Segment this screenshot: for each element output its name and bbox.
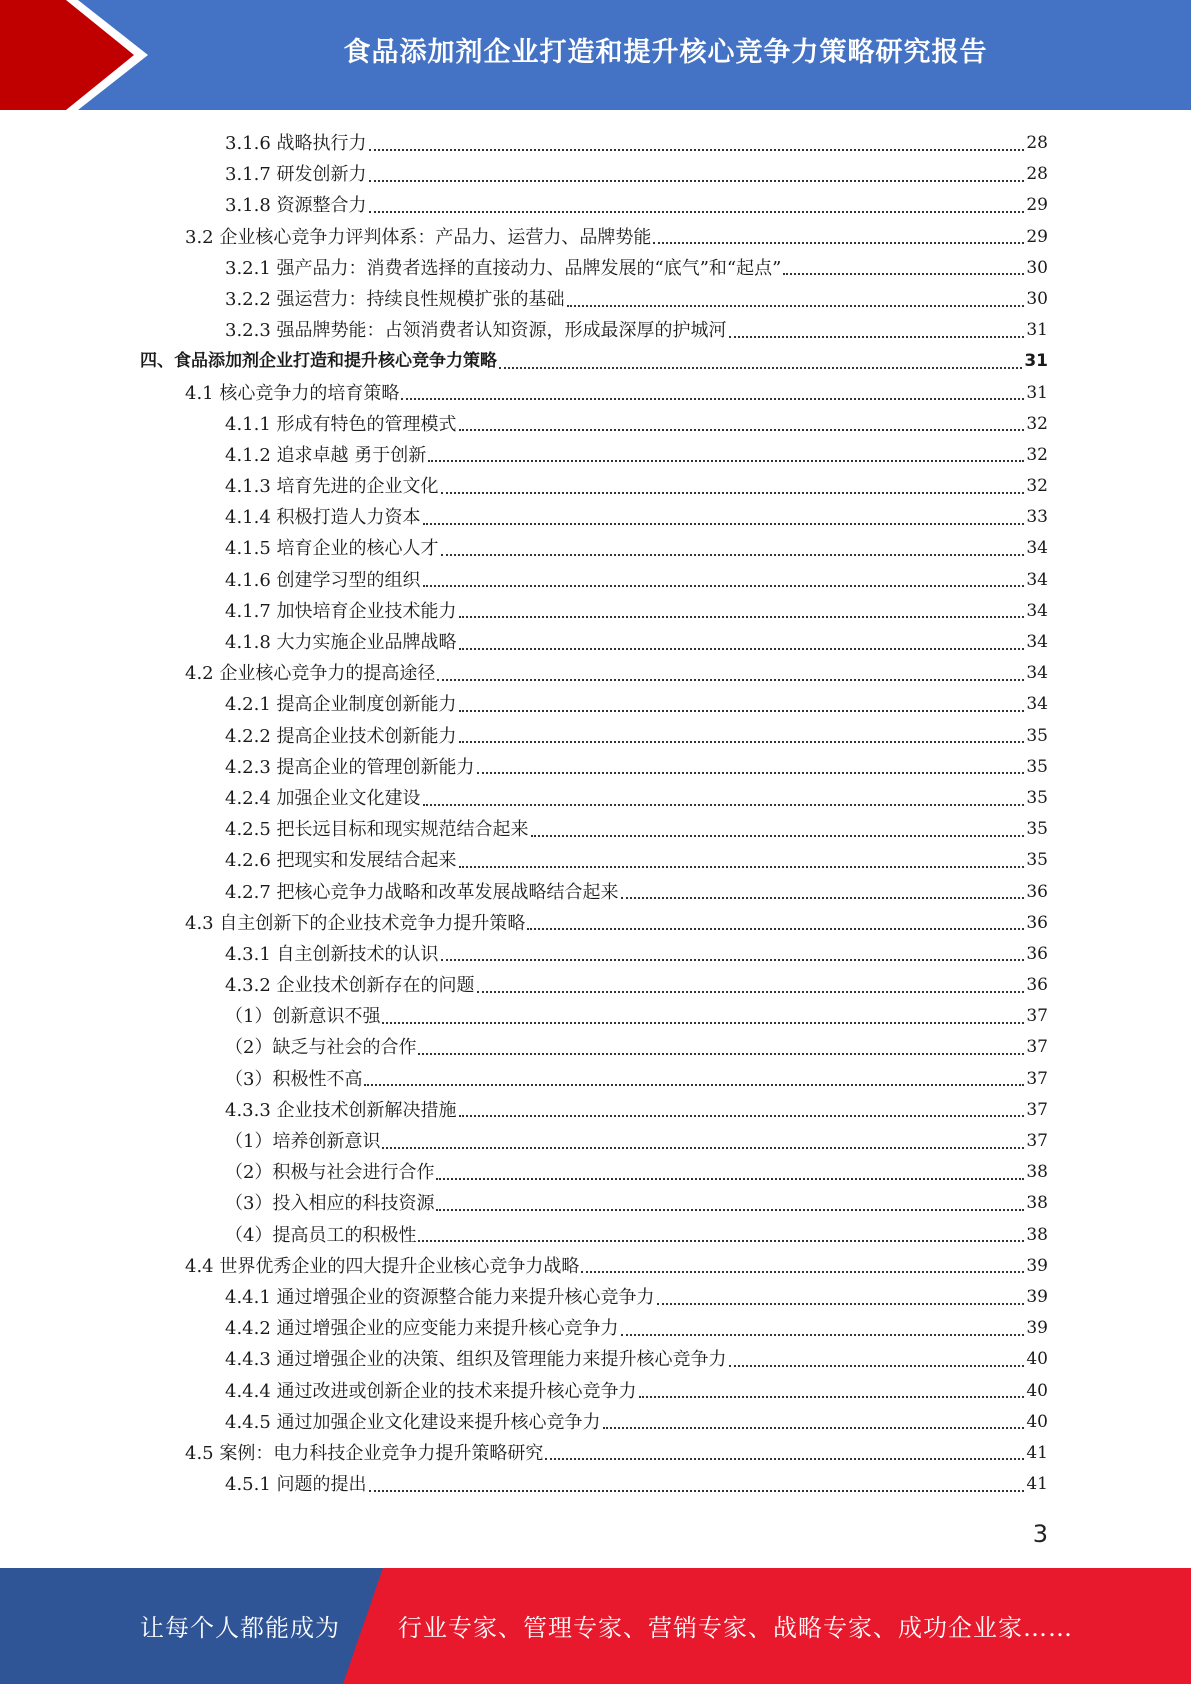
toc-entry-title: 3.2.2 强运营力：持续良性规模扩张的基础 [225, 288, 565, 310]
toc-entry-title: （4）提高员工的积极性 [225, 1224, 417, 1246]
toc-dot-leader [423, 523, 1025, 525]
toc-entry-page: 37 [1026, 1037, 1048, 1058]
toc-entry-title: （3）积极性不高 [225, 1068, 363, 1090]
footer-slogan-right: 行业专家、管理专家、营销专家、战略专家、成功企业家…… [398, 1614, 1073, 1642]
toc-dot-leader [369, 211, 1025, 213]
toc-entry[interactable] [140, 159, 1048, 190]
toc-entry[interactable] [140, 1251, 1048, 1282]
toc-entry-page: 35 [1026, 819, 1048, 840]
toc-entry-title: 4.3.1 自主创新技术的认识 [225, 943, 439, 965]
toc-dot-leader [545, 1458, 1024, 1460]
toc-entry-title: 3.2.1 强产品力：消费者选择的直接动力、品牌发展的“底气”和“起点” [225, 257, 782, 279]
toc-entry[interactable] [140, 128, 1048, 159]
toc-entry-title: 4.2.5 把长远目标和现实规范结合起来 [225, 819, 529, 841]
toc-dot-leader [459, 616, 1025, 618]
toc-entry-title: （2）缺乏与社会的合作 [225, 1037, 417, 1059]
footer-band [0, 1568, 1191, 1684]
toc-entry[interactable] [140, 877, 1048, 908]
toc-entry-title: 4.1.2 追求卓越 勇于创新 [225, 444, 427, 466]
toc-entry-title: 4.5 案例：电力科技企业竞争力提升策略研究 [185, 1442, 544, 1464]
toc-dot-leader [527, 928, 1024, 930]
toc-entry-page: 31 [1026, 382, 1048, 403]
toc-entry[interactable] [140, 1188, 1048, 1219]
toc-entry-page: 35 [1026, 725, 1048, 746]
toc-entry-title: （1）培养创新意识 [225, 1131, 381, 1152]
toc-entry[interactable] [140, 908, 1048, 939]
toc-entry-page: 41 [1026, 1474, 1048, 1495]
toc-entry-page: 38 [1026, 1193, 1048, 1214]
toc-entry-page: 34 [1026, 600, 1048, 621]
toc-entry-page: 30 [1026, 257, 1048, 278]
toc-entry[interactable] [140, 1001, 1048, 1032]
toc-dot-leader [382, 1022, 1024, 1024]
toc-entry-title: 4.1 核心竞争力的培育策略 [185, 382, 400, 404]
toc-dot-leader [364, 1084, 1024, 1086]
toc-entry[interactable] [140, 939, 1048, 970]
toc-entry-page: 35 [1026, 787, 1048, 808]
toc-entry-title: 4.5.1 问题的提出 [225, 1474, 367, 1496]
toc-dot-leader [657, 1303, 1025, 1305]
toc-dot-leader [441, 554, 1025, 556]
toc-entry-title: 4.2.4 加强企业文化建设 [225, 787, 421, 809]
toc-entry[interactable] [140, 1032, 1048, 1063]
header-red-chevron [0, 0, 150, 110]
toc-entry[interactable] [140, 1344, 1048, 1375]
toc-entry-title: 4.2.2 提高企业技术创新能力 [225, 725, 457, 747]
toc-dot-leader [653, 242, 1024, 244]
toc-entry-title: 4.2.1 提高企业制度创新能力 [225, 694, 457, 716]
toc-entry-title: 3.2 企业核心竞争力评判体系：产品力、运营力、品牌势能 [185, 226, 652, 248]
toc-entry-page: 28 [1026, 133, 1048, 153]
toc-entry-page: 36 [1026, 912, 1048, 933]
toc-dot-leader [639, 1396, 1025, 1398]
toc-entry-page: 28 [1026, 164, 1048, 185]
toc-entry-title: 4.1.3 培育先进的企业文化 [225, 476, 439, 498]
toc-entry-title: 4.1.1 形成有特色的管理模式 [225, 413, 457, 435]
toc-entry-page: 34 [1026, 663, 1048, 684]
toc-dot-leader [423, 585, 1025, 587]
toc-entry[interactable] [140, 689, 1048, 720]
toc-entry-page: 38 [1026, 1224, 1048, 1245]
header-band [0, 0, 1191, 110]
toc-entry[interactable] [140, 1220, 1048, 1251]
toc-entry[interactable] [140, 721, 1048, 752]
toc-entry-page: 36 [1026, 881, 1048, 902]
toc-entry-page: 37 [1026, 1131, 1048, 1151]
toc-entry-title: 四、食品添加剂企业打造和提升核心竞争力策略 [140, 351, 497, 372]
toc-entry-title: 4.2.6 把现实和发展结合起来 [225, 850, 457, 872]
toc-entry-page: 37 [1026, 1068, 1048, 1089]
toc-entry-title: 4.1.7 加快培育企业技术能力 [225, 600, 457, 622]
toc-dot-leader [369, 180, 1025, 182]
toc-dot-leader [581, 1271, 1024, 1273]
toc-dot-leader [621, 1334, 1025, 1336]
toc-entry[interactable] [140, 440, 1048, 471]
toc-entry-page: 36 [1026, 943, 1048, 964]
toc-entry[interactable] [140, 471, 1048, 502]
toc-entry[interactable] [140, 814, 1048, 845]
toc-entry[interactable] [140, 190, 1048, 221]
toc-entry[interactable] [140, 658, 1048, 689]
toc-entry-title: 4.4.5 通过加强企业文化建设来提升核心竞争力 [225, 1411, 601, 1433]
toc-dot-leader [428, 460, 1024, 462]
toc-entry[interactable] [140, 596, 1048, 627]
toc-dot-leader [477, 772, 1025, 774]
toc-entry-title: 4.4.2 通过增强企业的应变能力来提升核心竞争力 [225, 1318, 619, 1340]
toc-dot-leader [477, 991, 1025, 993]
toc-entry-title: 4.1.6 创建学习型的组织 [225, 569, 421, 591]
toc-dot-leader [418, 1240, 1024, 1242]
toc-dot-leader [459, 429, 1025, 431]
toc-entry-title: 4.4.1 通过增强企业的资源整合能力来提升核心竞争力 [225, 1286, 655, 1308]
toc-entry[interactable] [140, 222, 1048, 253]
toc-dot-leader [423, 804, 1025, 806]
toc-entry[interactable] [140, 502, 1048, 533]
toc-entry-page: 29 [1026, 195, 1048, 216]
toc-dot-leader [459, 648, 1025, 650]
toc-entry-page: 34 [1026, 632, 1048, 652]
toc-entry[interactable] [140, 1438, 1048, 1469]
toc-entry[interactable] [140, 627, 1048, 658]
toc-entry[interactable] [140, 346, 1048, 377]
toc-entry-page: 39 [1026, 1318, 1048, 1339]
page-number: 3 [1032, 1520, 1048, 1548]
toc-entry-page: 39 [1026, 1286, 1048, 1307]
toc-entry[interactable] [140, 845, 1048, 876]
toc-entry-title: （3）投入相应的科技资源 [225, 1193, 435, 1215]
toc-entry[interactable] [140, 1313, 1048, 1344]
toc-entry-title: 4.2 企业核心竞争力的提高途径 [185, 663, 436, 685]
toc-dot-leader [567, 305, 1025, 307]
toc-entry-title: 3.1.6 战略执行力 [225, 133, 367, 154]
toc-entry-page: 39 [1026, 1255, 1048, 1276]
toc-entry-page: 40 [1026, 1349, 1048, 1370]
toc-entry-page: 37 [1026, 1006, 1048, 1027]
toc-dot-leader [436, 1209, 1024, 1211]
toc-entry-page: 34 [1026, 569, 1048, 590]
toc-entry-page: 37 [1026, 1099, 1048, 1120]
toc-dot-leader [783, 273, 1024, 275]
toc-dot-leader [382, 1147, 1024, 1149]
toc-entry-title: 3.2.3 强品牌势能：占领消费者认知资源，形成最深厚的护城河 [225, 320, 727, 342]
toc-entry-page: 32 [1026, 476, 1048, 497]
toc-entry-title: 4.4.4 通过改进或创新企业的技术来提升核心竞争力 [225, 1380, 637, 1402]
toc-entry-page: 32 [1026, 413, 1048, 434]
toc-dot-leader [729, 336, 1025, 338]
toc-entry[interactable] [140, 1469, 1048, 1500]
toc-entry-page: 36 [1026, 975, 1048, 996]
toc-dot-leader [499, 367, 1022, 369]
toc-entry-title: （2）积极与社会进行合作 [225, 1162, 435, 1184]
toc-entry[interactable] [140, 409, 1048, 440]
toc-entry-title: 4.4.3 通过增强企业的决策、组织及管理能力来提升核心竞争力 [225, 1349, 727, 1371]
toc-dot-leader [436, 1178, 1024, 1180]
toc-entry-title: 4.3.2 企业技术创新存在的问题 [225, 975, 475, 997]
toc-entry[interactable] [140, 970, 1048, 1001]
toc-entry-title: 4.1.5 培育企业的核心人才 [225, 538, 439, 560]
toc-entry-title: 4.1.4 积极打造人力资本 [225, 507, 421, 529]
table-of-contents [140, 128, 1048, 1500]
toc-dot-leader [369, 1490, 1025, 1492]
toc-entry-title: （1）创新意识不强 [225, 1006, 381, 1028]
toc-entry-page: 35 [1026, 756, 1048, 777]
toc-dot-leader [459, 866, 1025, 868]
toc-entry[interactable] [140, 1064, 1048, 1095]
toc-dot-leader [531, 835, 1025, 837]
toc-entry-page: 31 [1024, 351, 1048, 372]
toc-entry-page: 31 [1026, 320, 1048, 341]
report-title: 食品添加剂企业打造和提升核心竞争力策略研究报告 [343, 37, 988, 68]
toc-entry[interactable] [140, 378, 1048, 409]
toc-entry[interactable] [140, 1126, 1048, 1157]
toc-entry-page: 40 [1026, 1411, 1048, 1432]
toc-entry-title: 4.3 自主创新下的企业技术竞争力提升策略 [185, 912, 526, 934]
toc-entry[interactable] [140, 752, 1048, 783]
footer-slogan-left: 让每个人都能成为 [140, 1614, 340, 1642]
toc-entry-title: 4.2.3 提高企业的管理创新能力 [225, 756, 475, 778]
toc-entry-page: 30 [1026, 288, 1048, 309]
toc-entry[interactable] [140, 315, 1048, 346]
toc-entry[interactable] [140, 1407, 1048, 1438]
toc-entry-page: 29 [1026, 226, 1048, 247]
toc-entry[interactable] [140, 1282, 1048, 1313]
toc-dot-leader [441, 492, 1025, 494]
toc-dot-leader [418, 1053, 1024, 1055]
toc-entry[interactable] [140, 1157, 1048, 1188]
toc-entry-page: 32 [1026, 444, 1048, 465]
toc-entry[interactable] [140, 253, 1048, 284]
toc-entry[interactable] [140, 1095, 1048, 1126]
toc-entry-page: 34 [1026, 694, 1048, 715]
toc-entry-title: 4.4 世界优秀企业的四大提升企业核心竞争力战略 [185, 1255, 580, 1277]
toc-dot-leader [621, 897, 1025, 899]
toc-dot-leader [459, 1115, 1025, 1117]
toc-dot-leader [729, 1365, 1025, 1367]
toc-entry-title: 4.2.7 把核心竞争力战略和改革发展战略结合起来 [225, 881, 619, 903]
toc-dot-leader [459, 741, 1025, 743]
toc-entry-page: 40 [1026, 1380, 1048, 1401]
toc-entry[interactable] [140, 783, 1048, 814]
toc-entry-title: 4.1.8 大力实施企业品牌战略 [225, 632, 457, 653]
toc-dot-leader [401, 398, 1024, 400]
toc-dot-leader [603, 1427, 1025, 1429]
toc-entry-page: 35 [1026, 850, 1048, 871]
toc-dot-leader [459, 710, 1025, 712]
toc-entry[interactable] [140, 565, 1048, 596]
toc-entry-page: 33 [1026, 507, 1048, 528]
toc-entry-title: 3.1.8 资源整合力 [225, 195, 367, 217]
toc-entry-title: 4.3.3 企业技术创新解决措施 [225, 1099, 457, 1121]
toc-dot-leader [437, 679, 1024, 681]
toc-dot-leader [369, 149, 1025, 151]
toc-entry[interactable] [140, 533, 1048, 564]
toc-entry[interactable] [140, 1376, 1048, 1407]
toc-dot-leader [441, 959, 1025, 961]
toc-entry-page: 41 [1026, 1442, 1048, 1463]
toc-entry-page: 38 [1026, 1162, 1048, 1183]
toc-entry-page: 34 [1026, 538, 1048, 559]
toc-entry[interactable] [140, 284, 1048, 315]
toc-entry-title: 3.1.7 研发创新力 [225, 164, 367, 186]
